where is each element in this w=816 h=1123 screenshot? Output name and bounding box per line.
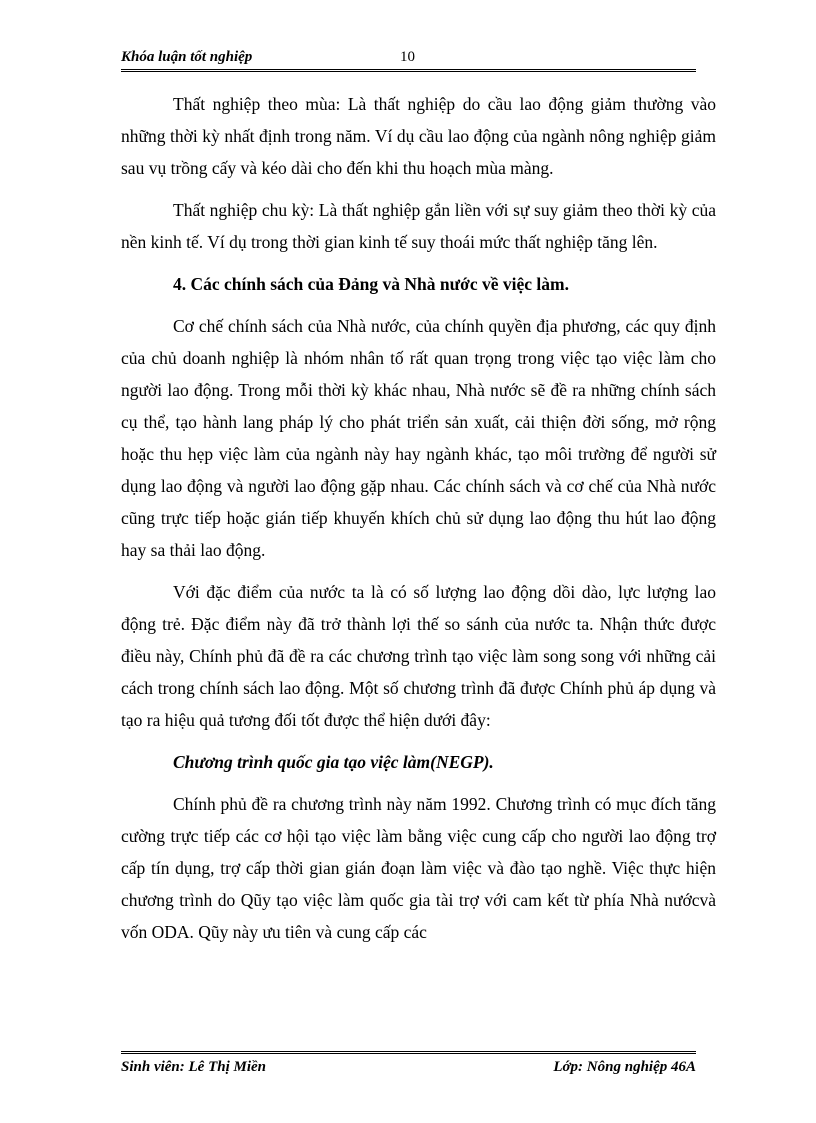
paragraph-cyclical-unemployment: Thất nghiệp chu kỳ: Là thất nghiệp gắn liền với sự suy giảm theo thời kỳ của nền kinh tế. Ví dụ trong thời gian kinh tế suy thoái mức thất nghiệp tăng lên. [121, 200, 716, 252]
subsection-heading: Chương trình quốc gia tạo việc làm(NEGP). [173, 752, 494, 772]
paragraph-negp-program: Chính phủ đề ra chương trình này năm 1992. Chương trình có mục đích tăng cường trực tiếp các cơ hội tạo việc làm bằng việc cung cấp cho người lao động trợ cấp tín dụng, trợ cấp thời gian gián đoạn làm việc và đào tạo nghề. Việc thực hiện chương trình do Qũy tạo việc làm quốc gia tài trợ với cam kết từ phía Nhà nướcvà vốn ODA. Qũy này ưu tiên và cung cấp các [121, 794, 716, 942]
page-number: 10 [400, 49, 415, 65]
student-name: Sinh viên: Lê Thị Miền [121, 1059, 267, 1075]
page-footer [121, 1051, 696, 1080]
paragraph-labor-characteristics: Với đặc điểm của nước ta là có số lượng lao động dồi dào, lực lượng lao động trẻ. Đặc điểm này đã trở thành lợi thế so sánh của nước ta. Nhận thức được điều này, Chính phủ đã đề ra các chương trình tạo việc làm song song với những cải cách trong chính sách lao động. Một số chương trình đã được Chính phủ áp dụng và tạo ra hiệu quả tương đối tốt được thể hiện dưới đây: [121, 582, 716, 730]
page-header [121, 49, 696, 72]
document-body [121, 88, 716, 958]
paragraph-seasonal-unemployment: Thất nghiệp theo mùa: Là thất nghiệp do cầu lao động giảm thường vào những thời kỳ nhất định trong năm. Ví dụ cầu lao động của ngành nông nghiệp giảm sau vụ trồng cấy và kéo dài cho đến khi thu hoạch mùa màng. [121, 94, 716, 178]
document-title: Khóa luận tốt nghiệp [121, 49, 253, 65]
paragraph-policy-mechanism: Cơ chế chính sách của Nhà nước, của chính quyền địa phương, các quy định của chủ doanh nghiệp là nhóm nhân tố rất quan trọng trong việc tạo việc làm cho người lao động. Trong mỗi thời kỳ khác nhau, Nhà nước sẽ đề ra những chính sách cụ thể, tạo hành lang pháp lý cho phát triển sản xuất, cải thiện đời sống, mở rộng hoặc thu hẹp việc làm của ngành này hay ngành khác, tạo môi trường để người sử dụng lao động và người lao động gặp nhau. Các chính sách và cơ chế của Nhà nước cũng trực tiếp hoặc gián tiếp khuyến khích chủ sử dụng lao động thu hút lao động hay sa thải lao động. [121, 316, 716, 560]
section-heading: 4. Các chính sách của Đảng và Nhà nước về việc làm. [173, 274, 569, 294]
class-name: Lớp: Nông nghiệp 46A [553, 1059, 696, 1075]
